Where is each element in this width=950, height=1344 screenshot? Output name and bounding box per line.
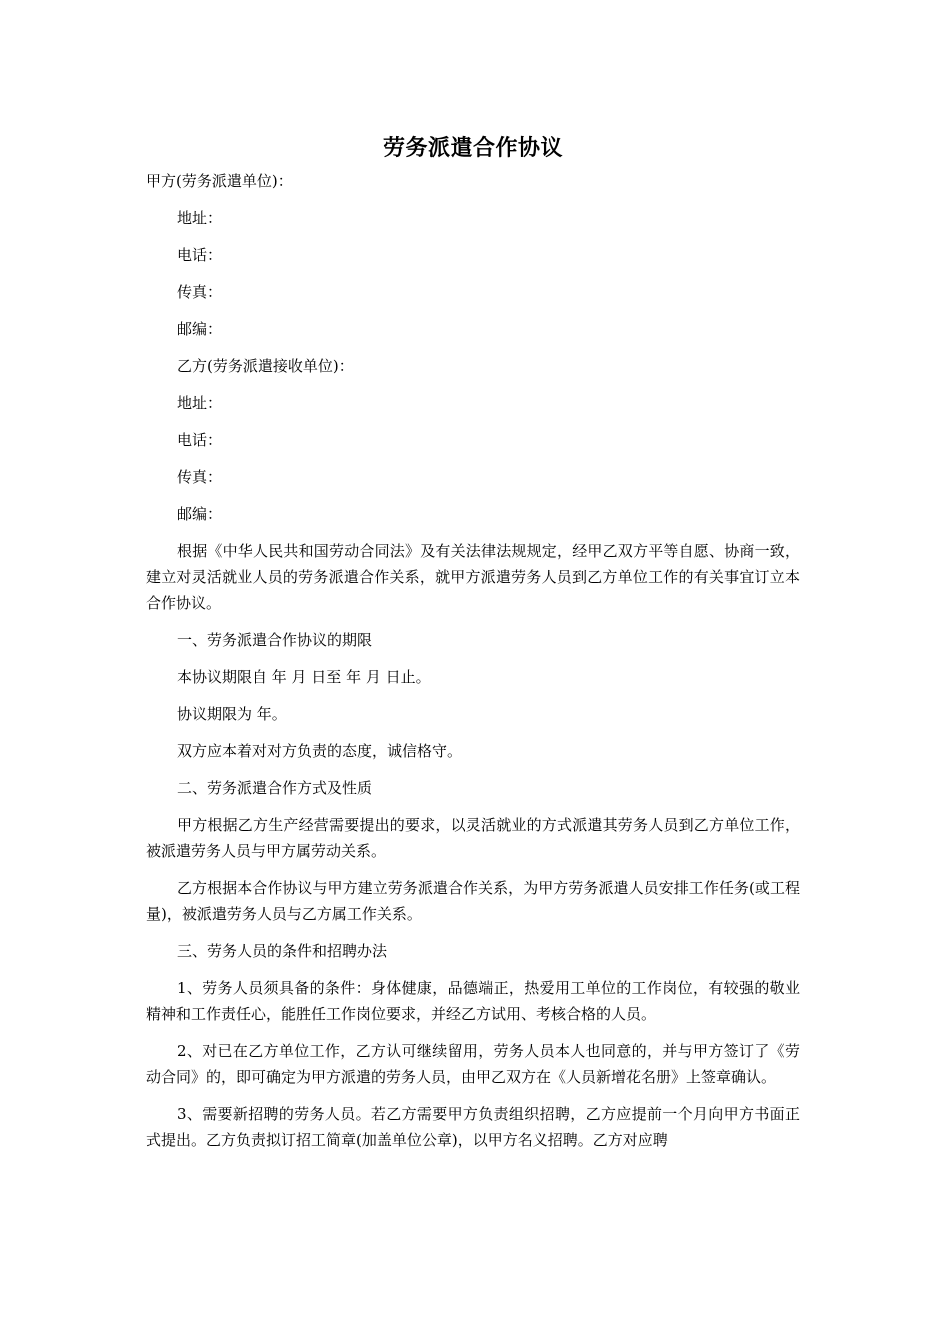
party-a-heading: 甲方(劳务派遣单位)：: [146, 172, 293, 190]
section-1-good-faith: 双方应本着对对方负责的态度，诚信格守。: [177, 742, 463, 760]
party-a-fax: 传真：: [177, 283, 223, 301]
section-3-item-2: 2、对已在乙方单位工作，乙方认可继续留用，劳务人员本人也同意的，并与甲方签订了《劳动合同》的，即可确定为甲方派遣的劳务人员，由甲乙双方在《人员新增花名册》上签章确认。: [146, 1042, 800, 1086]
section-1-heading: 一、劳务派遣合作协议的期限: [177, 631, 373, 649]
section-2-paragraph-2: 乙方根据本合作协议与甲方建立劳务派遣合作关系，为甲方劳务派遣人员安排工作任务(或工程量)，被派遣劳务人员与乙方属工作关系。: [146, 879, 800, 923]
section-1-term: 本协议期限自 年 月 日至 年 月 日止。: [177, 668, 431, 686]
section-2-paragraph-1: 甲方根据乙方生产经营需要提出的要求，以灵活就业的方式派遣其劳务人员到乙方单位工作，被派遣劳务人员与甲方属劳动关系。: [146, 816, 800, 860]
section-1-duration: 协议期限为 年。: [177, 705, 287, 723]
document-title: 劳务派遣合作协议: [382, 136, 563, 161]
party-a-phone: 电话：: [177, 246, 223, 264]
party-b-address: 地址：: [177, 394, 223, 412]
party-b-phone: 电话：: [177, 431, 223, 449]
party-b-heading: 乙方(劳务派遣接收单位)：: [177, 357, 354, 375]
section-3-heading: 三、劳务人员的条件和招聘办法: [177, 942, 388, 960]
party-b-fax: 传真：: [177, 468, 223, 486]
party-a-postcode: 邮编：: [177, 320, 223, 338]
section-3-item-1: 1、劳务人员须具备的条件：身体健康，品德端正，热爱用工单位的工作岗位，有较强的敬业精神和工作责任心，能胜任工作岗位要求，并经乙方试用、考核合格的人员。: [146, 979, 800, 1023]
section-2-heading: 二、劳务派遣合作方式及性质: [177, 779, 373, 797]
section-3-item-3: 3、需要新招聘的劳务人员。若乙方需要甲方负责组织招聘，乙方应提前一个月向甲方书面正式提出。乙方负责拟订招工简章(加盖单位公章)，以甲方名义招聘。乙方对应聘: [146, 1105, 800, 1149]
intro-paragraph: 根据《中华人民共和国劳动合同法》及有关法律法规规定，经甲乙双方平等自愿、协商一致，建立对灵活就业人员的劳务派遣合作关系，就甲方派遣劳务人员到乙方单位工作的有关事宜订立本合作协议。: [146, 542, 800, 612]
party-a-address: 地址：: [177, 209, 223, 227]
document-page: [146, 132, 800, 1164]
party-b-postcode: 邮编：: [177, 505, 223, 523]
